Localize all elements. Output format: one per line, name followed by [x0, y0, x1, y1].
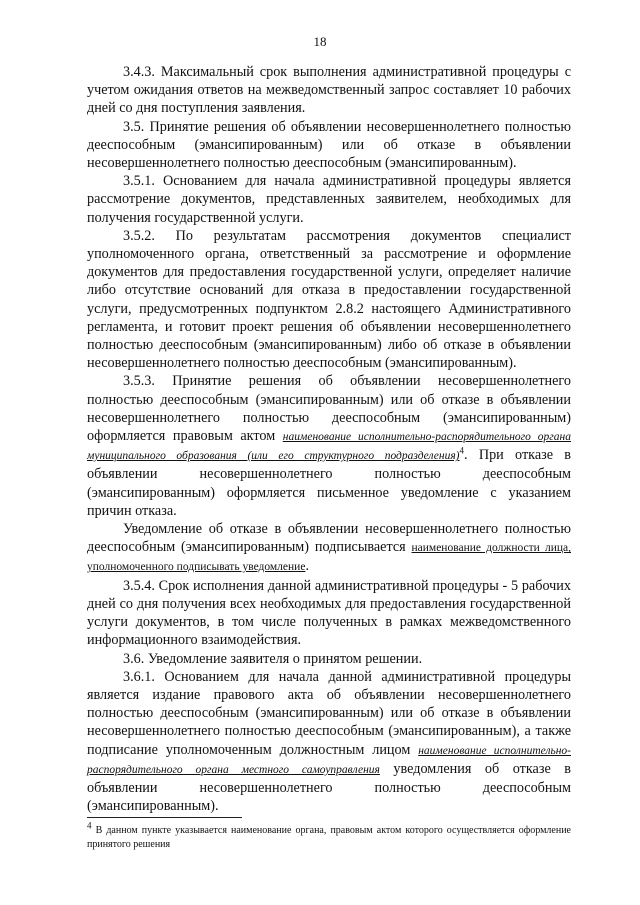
- document-body: [87, 63, 571, 815]
- footnote: [87, 820, 571, 852]
- paragraph-3-6-1-text: 3.6.1. Основанием для начала данной административной процедуры является издание правового акта об объявлении несовершеннолетнего полностью дееспособным (эмансипированным) или об отказе в объявлении несовершеннолетнего полностью дееспособным (эмансипированным), а также подписание уполномоченным должностным лицом: [87, 668, 571, 758]
- placeholder-local-authority: наименование исполнительно-распорядительного органа местного самоуправления: [87, 744, 571, 776]
- paragraph-3-4-3: 3.4.3. Максимальный срок выполнения административной процедуры с учетом ожидания ответов на межведомственный запрос составляет 10 рабочих дней со дня поступления заявления.: [87, 64, 571, 117]
- notification-text: Уведомление об отказе в объявлении несовершеннолетнего полностью дееспособным (эмансипированным) подписывается: [87, 521, 571, 556]
- paragraph-notification-signature: [87, 520, 571, 577]
- footnote-text: В данном пункте указывается наименование органа, правовым актом которого осуществляется оформление принятого решения: [87, 825, 571, 850]
- footnote-reference: 4: [459, 445, 465, 456]
- paragraph-3-5-1: 3.5.1. Основанием для начала административной процедуры является рассмотрение документов, представленных заявителем, необходимых для получения государственной услуги.: [87, 173, 571, 226]
- paragraph-3-5-4: 3.5.4. Срок исполнения данной административной процедуры - 5 рабочих дней со дня получения всех необходимых для предоставления государственной услуги документов, в том числе полученных в рамках межведомственного информационного взаимодействия.: [87, 577, 571, 649]
- notification-end: .: [305, 558, 309, 575]
- footnote-divider: [87, 817, 242, 818]
- paragraph-3-6-1-end: уведомления об отказе в объявлении несовершеннолетнего полностью дееспособным (эмансипированным).: [87, 760, 572, 815]
- paragraph-3-5-3: [87, 372, 571, 520]
- paragraph-3-5-3-text: 3.5.3. Принятие решения об объявлении несовершеннолетнего полностью дееспособным (эмансипированным) или об отказе в объявлении несовершеннолетнего полностью дееспособным (эмансипированным) оформляется правовым актом: [87, 373, 571, 445]
- paragraph-3-6-1: [87, 668, 571, 816]
- paragraph-3-5: 3.5. Принятие решения об объявлении несовершеннолетнего полностью дееспособным (эмансипированным) или об отказе в объявлении несовершеннолетнего полностью дееспособным (эмансипированным).: [87, 118, 571, 172]
- page-number: 18: [313, 34, 327, 49]
- placeholder-official-position: наименование должности лица, уполномоченного подписывать уведомление: [87, 542, 571, 574]
- placeholder-authority-name: наименование исполнительно-распорядительного органа муниципального образования (или его структурного подразделения): [87, 431, 572, 463]
- paragraph-3-5-3-continuation: . При отказе в объявлении несовершеннолетнего полностью дееспособным (эмансипированным) оформляется письменное уведомление с указанием причин отказа.: [87, 447, 571, 519]
- paragraph-3-5-2: 3.5.2. По результатам рассмотрения документов специалист уполномоченного органа, ответственный за рассмотрение и оформление документов для предоставления государственной услуги, определяет наличие либо отсутствие оснований для отказа в предоставлении государственной услуги, предусмотренных подпунктом 2.8.2 настоящего Административного регламента, и готовит проект решения об объявлении несовершеннолетнего полностью дееспособным (эмансипированным) либо об отказе в объявлении несовершеннолетнего полностью дееспособным (эмансипированным).: [87, 227, 571, 372]
- footnote-marker: 4: [87, 820, 92, 831]
- paragraph-3-6: 3.6. Уведомление заявителя о принятом решении.: [123, 650, 423, 667]
